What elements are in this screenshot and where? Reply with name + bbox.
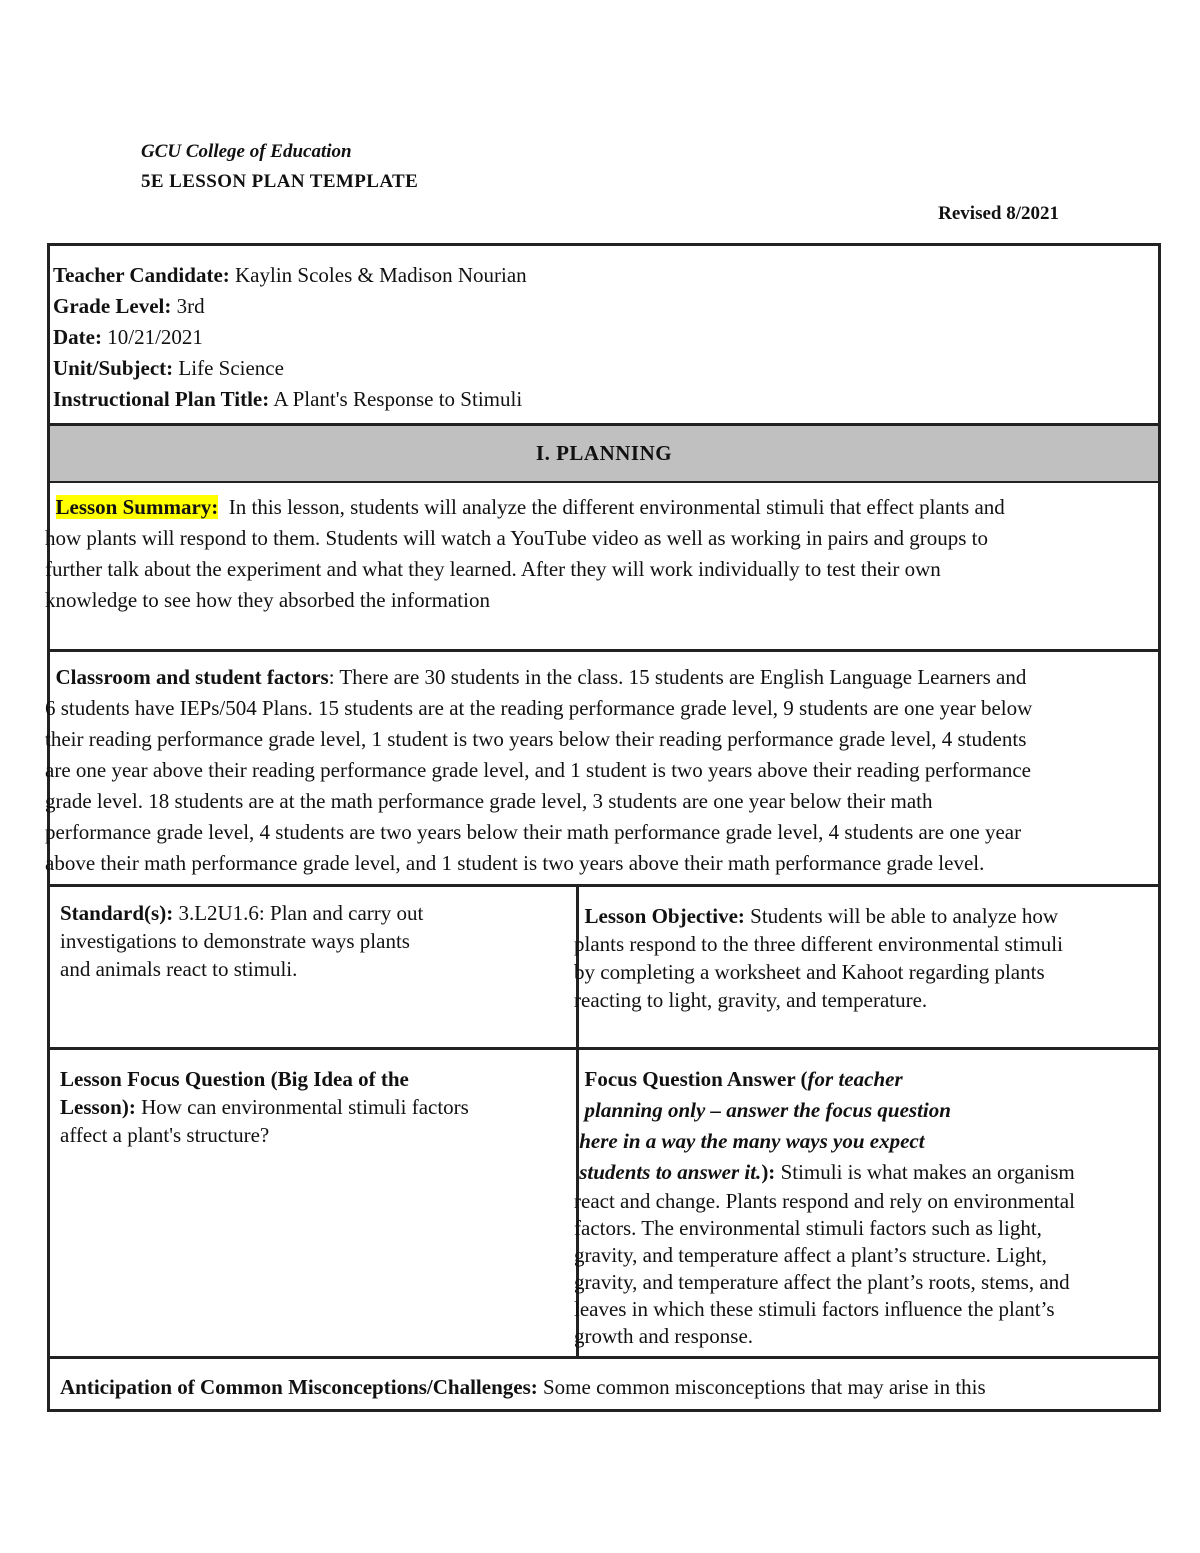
lesson-summary-label: Lesson Summary: [55,495,219,519]
misconceptions-label: Anticipation of Common Misconceptions/Challenges: [60,1375,538,1399]
focus-question-cell: Lesson Focus Question (Big Idea of the Lesson): How can environmental stimuli factors affect a plant's structure? [60,1067,469,1147]
date-row: Date: 10/21/2021 [53,325,203,349]
teacher-value: Kaylin Scoles & Madison Nourian [235,263,527,287]
college-title: GCU College of Education [141,141,352,162]
grade-value: 3rd [176,294,205,318]
standards-label: Standard(s): [60,901,174,925]
teacher-info-block [53,260,527,415]
focus-answer-cell: Focus Question Answer (for teacher planning only – answer the focus question here in a way the many ways you expect students to answer it.): Stimuli is what makes an organism react and change. Plants respond and rely on environmental factors. The environmental stimuli factors such as light, gravity, and temperature affect a plant’s structure. Light, gravity, and temperature affect the plant’s roots, stems, and leaves in which these stimuli factors influence the plant’s growth and response. [574,1067,1075,1348]
divider [47,649,1161,652]
divider [47,884,1161,887]
objective-label: Lesson Objective: [584,904,745,928]
divider [47,1047,1161,1050]
divider [47,1356,1161,1359]
misconceptions-row: Anticipation of Common Misconceptions/Challenges: Some common misconceptions that may arise in this [60,1375,986,1399]
revised-date: Revised 8/2021 [938,203,1059,224]
unit-row: Unit/Subject: Life Science [53,356,284,380]
standards-cell: Standard(s): 3.L2U1.6: Plan and carry out investigations to demonstrate ways plants and animals react to stimuli. [60,901,424,981]
lesson-summary: Lesson Summary: In this lesson, students will analyze the different environmental stimuli that effect plants and how plants will respond to them. Students will watch a YouTube video as well as working in pairs and groups to further talk about the experiment and what they learned. After they will work individually to test their own knowledge to see how they absorbed the information [45,495,1005,612]
template-title: 5E LESSON PLAN TEMPLATE [141,171,419,192]
planning-section-heading: I. PLANNING [50,426,1158,481]
objective-cell: Lesson Objective: Students will be able to analyze how plants respond to the three different environmental stimuli by completing a worksheet and Kahoot regarding plants reacting to light, gravity, and temperature. [574,904,1063,1012]
teacher-row: Teacher Candidate: Kaylin Scoles & Madison Nourian [53,263,527,287]
grade-row: Grade Level: 3rd [53,294,205,318]
classroom-factors-label: Classroom and student factors [55,665,329,689]
plan-title-value: A Plant's Response to Stimuli [273,387,523,411]
classroom-factors: Classroom and student factors: There are 30 students in the class. 15 students are English Language Learners and 6 students have IEPs/504 Plans. 15 students are at the reading performance grade level, 9 students are one year below their reading performance grade level, 1 student is two years below their reading performance grade level, 4 students are one year above their reading performance grade level, and 1 student is two years above their reading performance grade level. 18 students are at the math performance grade level, 3 students are one year below their math performance grade level, 4 students are two years below their math performance grade level, 4 students are one year above their math performance grade level, and 1 student is two years above their math performance grade level. [45,665,1033,875]
unit-value: Life Science [178,356,284,380]
plan-title-row: Instructional Plan Title: A Plant's Response to Stimuli [53,387,523,411]
date-value: 10/21/2021 [107,325,203,349]
